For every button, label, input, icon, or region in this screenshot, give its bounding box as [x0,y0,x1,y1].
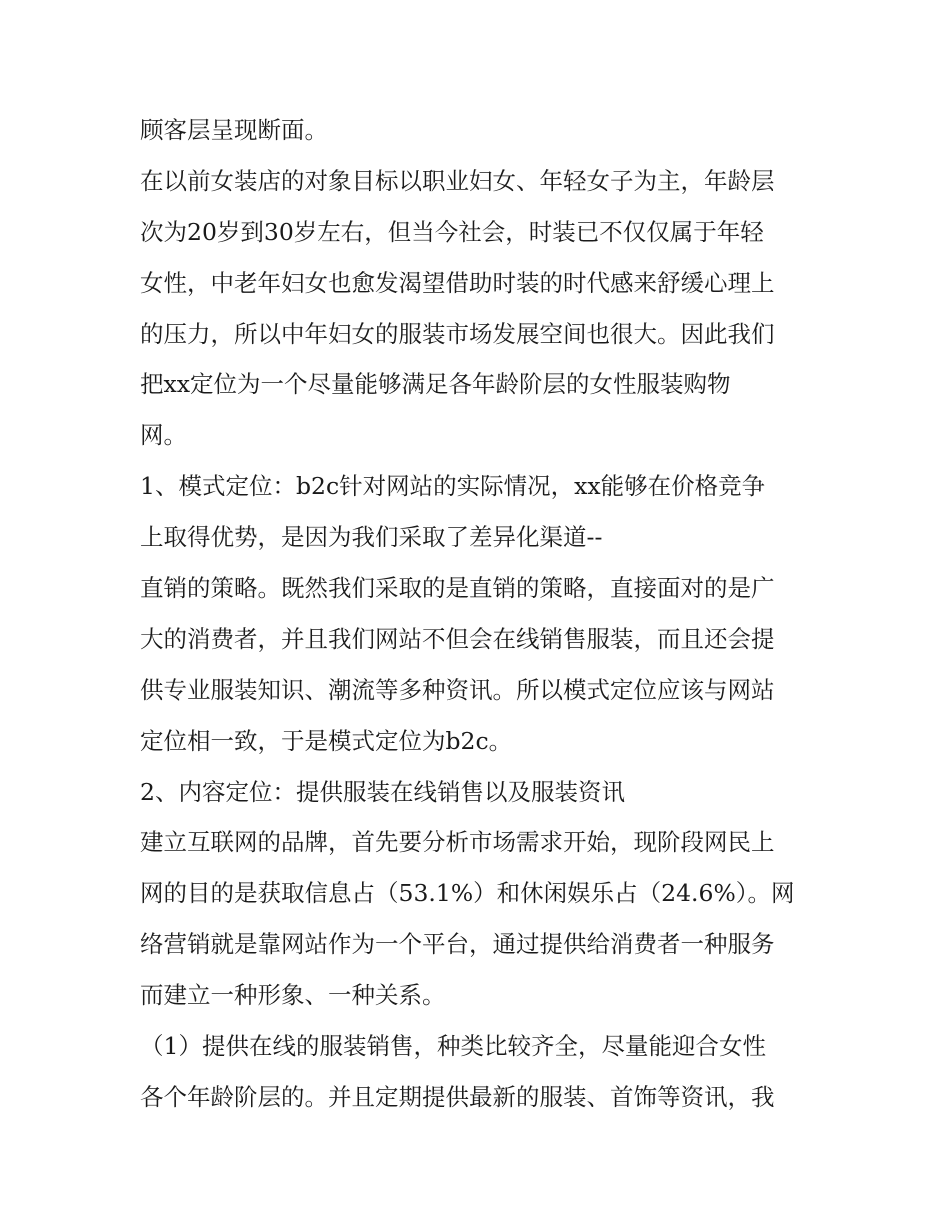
text-line: 的压力，所以中年妇女的服装市场发展空间也很大。因此我们 [140,319,775,348]
text-line: 直销的策略。既然我们采取的是直销的策略，直接面对的是广 [140,574,775,603]
text-line: 女性，中老年妇女也愈发渴望借助时装的时代感来舒缓心理上 [140,268,775,297]
text-line: 供专业服装知识、潮流等多种资讯。所以模式定位应该与网站 [140,675,775,704]
document-body [140,105,830,1123]
text-line: 而建立一种形象、一种关系。 [140,981,446,1010]
text-line: 络营销就是靠网站作为一个平台，通过提供给消费者一种服务 [140,930,775,959]
text-line: 2、内容定位：提供服装在线销售以及服装资讯 [140,777,625,806]
text-line: 网。 [140,421,187,450]
text-line: 各个年龄阶层的。并且定期提供最新的服装、首饰等资讯，我 [140,1082,775,1111]
text-line: 建立互联网的品牌，首先要分析市场需求开始，现阶段网民上 [140,828,775,857]
text-line: （1）提供在线的服装销售，种类比较齐全，尽量能迎合女性 [140,1032,766,1061]
text-line: 网的目的是获取信息占（53.1%）和休闲娱乐占（24.6%）。网 [140,879,795,908]
text-line: 定位相一致，于是模式定位为b2c。 [140,726,513,755]
text-line: 次为20岁到30岁左右，但当今社会，时装已不仅仅属于年轻 [140,217,764,246]
text-line: 上取得优势，是因为我们采取了差异化渠道-- [140,523,603,552]
text-line: 在以前女装店的对象目标以职业妇女、年轻女子为主，年龄层 [140,166,775,195]
text-line: 把xx定位为一个尽量能够满足各年龄阶层的女性服装购物 [140,370,731,399]
text-line: 顾客层呈现断面。 [140,116,328,144]
text-line: 大的消费者，并且我们网站不但会在线销售服装，而且还会提 [140,624,775,653]
text-line: 1、模式定位：b2c针对网站的实际情况，xx能够在价格竞争 [140,472,766,501]
